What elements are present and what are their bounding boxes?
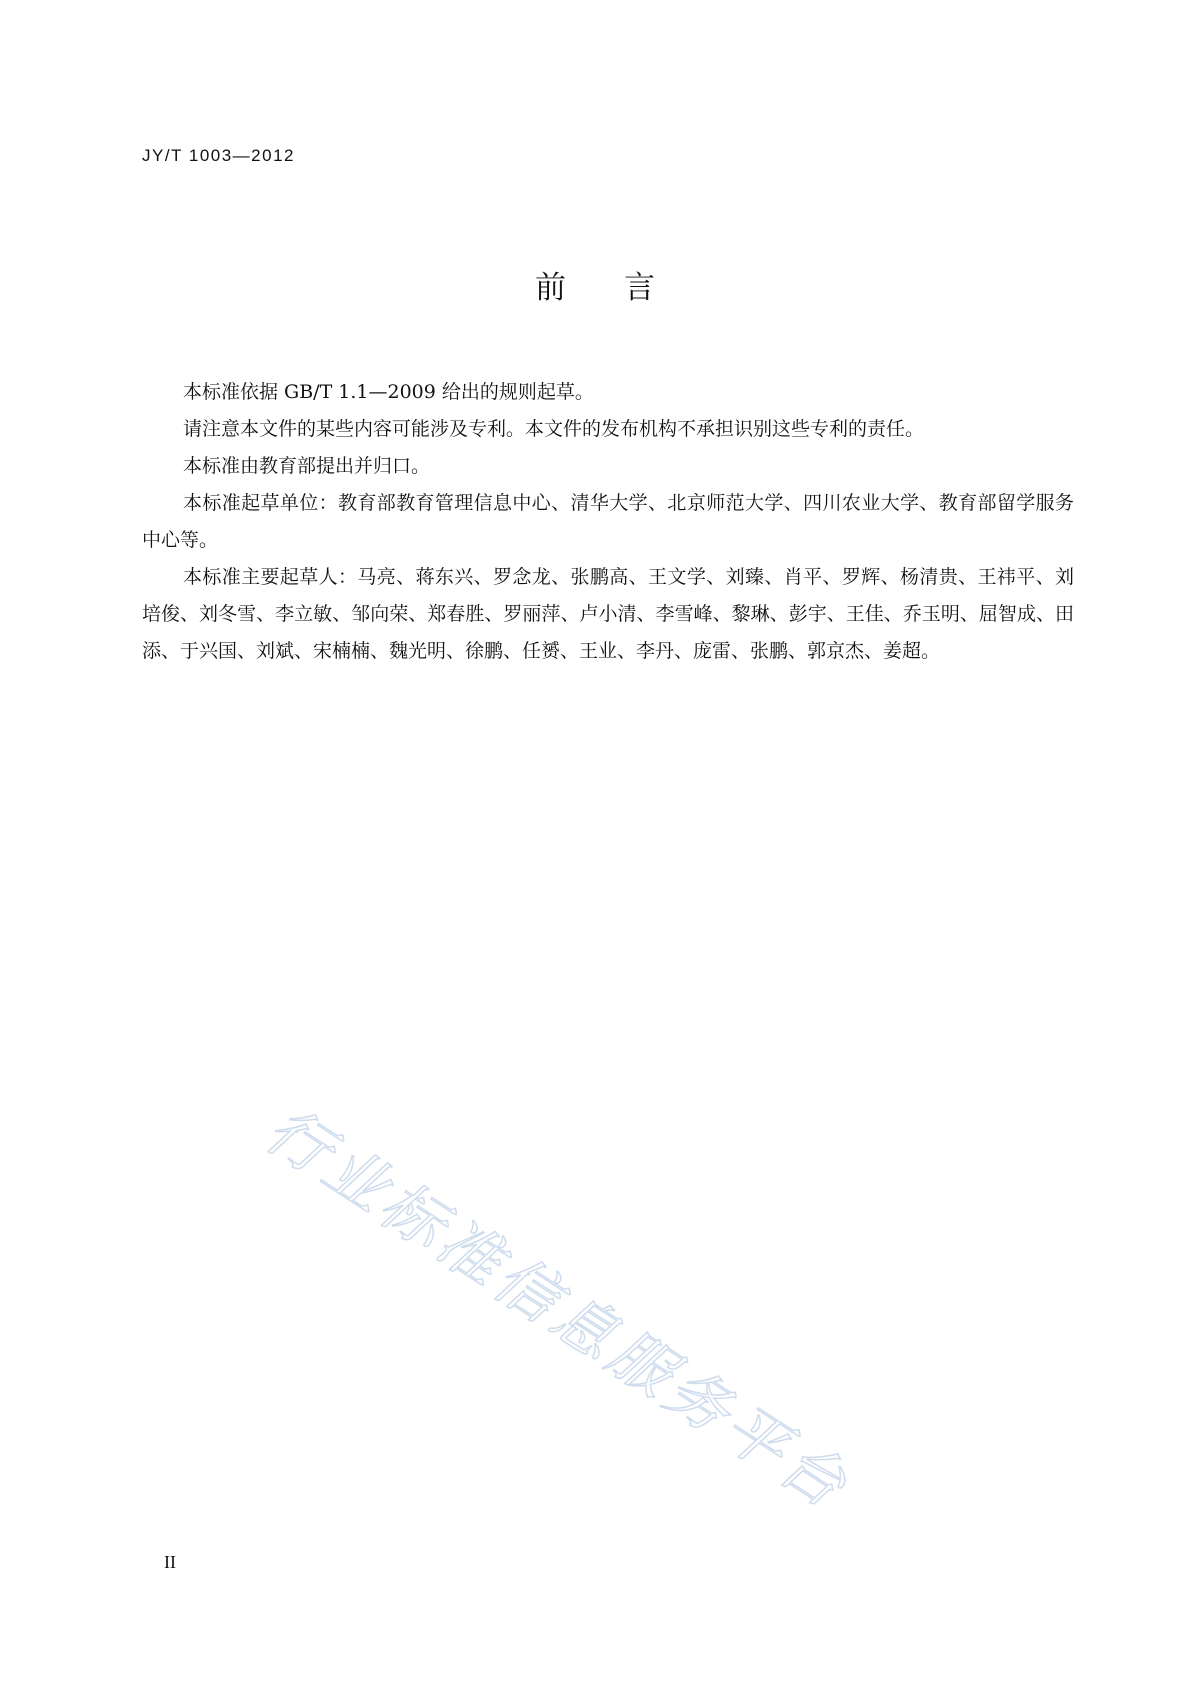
standard-code: JY/T 1003—2012	[142, 146, 295, 165]
page-title: 前言	[535, 270, 713, 306]
watermark: 行业标准信息服务平台	[253, 1092, 864, 1525]
foreword-body	[142, 374, 1074, 670]
paragraph-proposer: 本标准由教育部提出并归口。	[183, 455, 431, 477]
paragraph-patent-notice: 请注意本文件的某些内容可能涉及专利。本文件的发布机构不承担识别这些专利的责任。	[183, 418, 925, 440]
paragraph-drafters: 本标准主要起草人：马亮、蒋东兴、罗念龙、张鹏高、王文学、刘臻、肖平、罗辉、杨清贵、王祎平、刘培俊、刘冬雪、李立敏、邹向荣、郑春胜、罗丽萍、卢小清、李雪峰、黎琳、彭宇、王佳、乔玉明、屈智成、田添、于兴国、刘斌、宋楠楠、魏光明、徐鹏、任赟、王业、李丹、庞雷、张鹏、郭京杰、姜超。	[142, 566, 1074, 662]
paragraph-drafting-units: 本标准起草单位：教育部教育管理信息中心、清华大学、北京师范大学、四川农业大学、教育部留学服务中心等。	[142, 492, 1074, 551]
page-number: II	[164, 1552, 176, 1572]
paragraph-drafting-rules: 本标准依据 GB/T 1.1—2009 给出的规则起草。	[183, 381, 594, 403]
